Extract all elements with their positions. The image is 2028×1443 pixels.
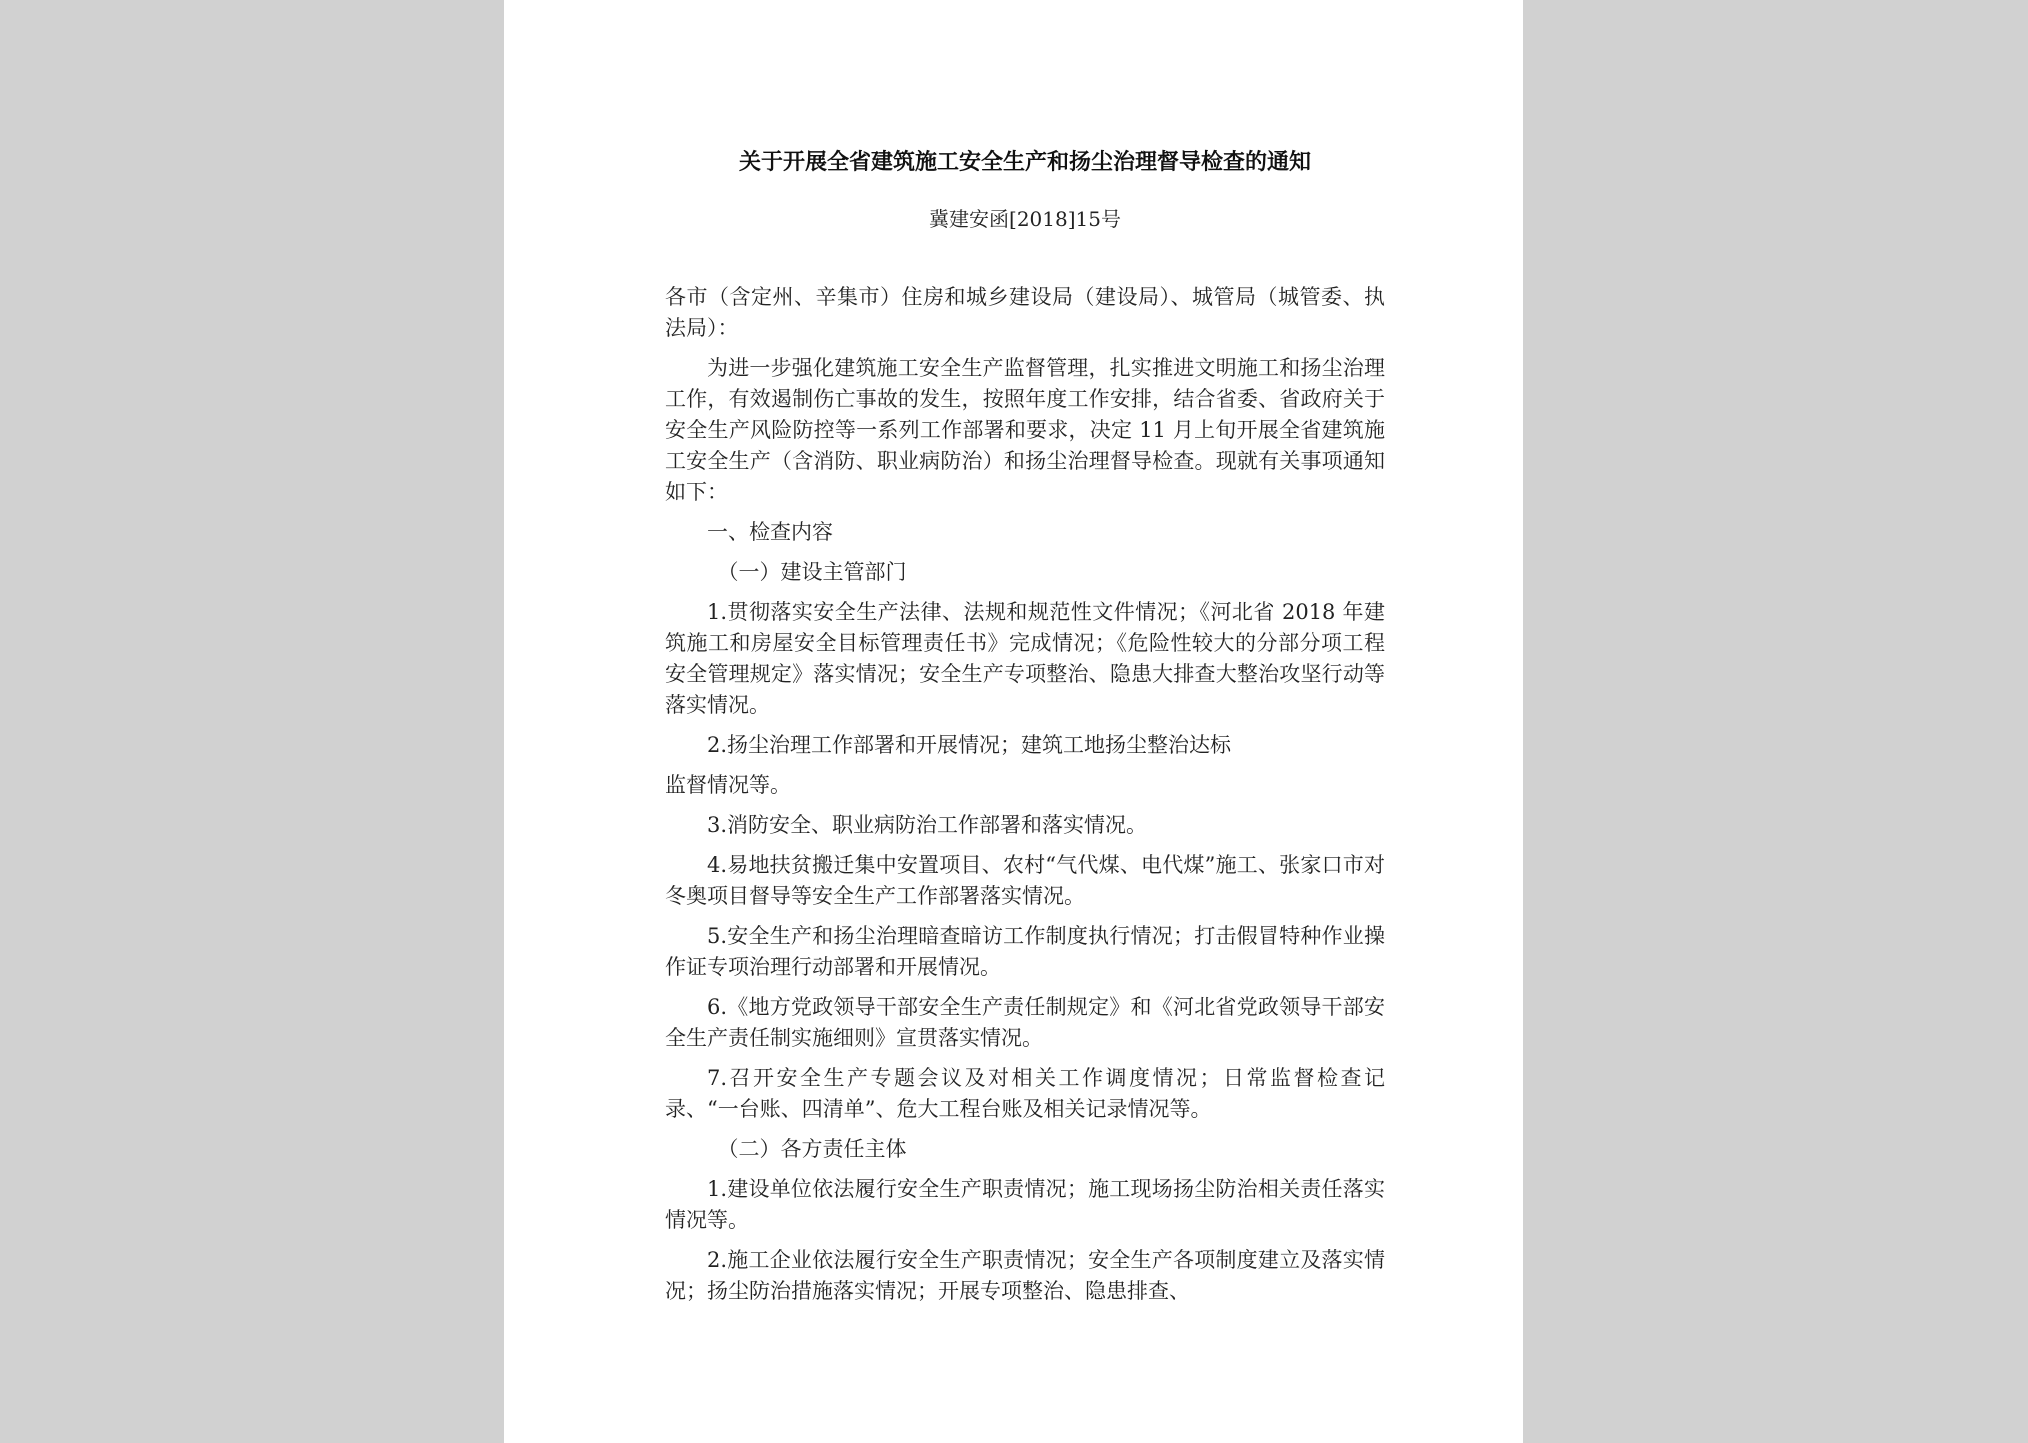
document-title: 关于开展全省建筑施工安全生产和扬尘治理督导检查的通知 [738,150,1311,175]
list-item: 5.安全生产和扬尘治理暗查暗访工作制度执行情况；打击假冒特种作业操作证专项治理行动部署和开展情况。 [665,924,1385,979]
intro-paragraph: 为进一步强化建筑施工安全生产监督管理，扎实推进文明施工和扬尘治理工作，有效遏制伤亡事故的发生，按照年度工作安排，结合省委、省政府关于安全生产风险防控等一系列工作部署和要求，决定 11 月上旬开展全省建筑施工安全生产（含消防、职业病防治）和扬尘治理督导检查。现就有关事项通知如下： [665,356,1385,504]
subsection-heading-2: （二）各方责任主体 [717,1137,907,1161]
document-number: 冀建安函[2018]15号 [929,207,1121,231]
subsection-heading-1: （一）建设主管部门 [717,560,907,584]
list-item-continuation: 监督情况等。 [665,773,791,797]
list-item: 4.易地扶贫搬迁集中安置项目、农村“气代煤、电代煤”施工、张家口市对冬奥项目督导等安全生产工作部署落实情况。 [665,853,1385,908]
list-item: 1.贯彻落实安全生产法律、法规和规范性文件情况；《河北省 2018 年建筑施工和房屋安全目标管理责任书》完成情况；《危险性较大的分部分项工程安全管理规定》落实情况；安全生产专项整治、隐患大排查大整治攻坚行动等落实情况。 [665,600,1385,717]
list-item: 1.建设单位依法履行安全生产职责情况；施工现场扬尘防治相关责任落实情况等。 [665,1177,1385,1232]
section-heading-1: 一、检查内容 [707,520,833,544]
document-page [504,0,1523,1443]
list-item: 6.《地方党政领导干部安全生产责任制规定》和《河北省党政领导干部安全生产责任制实施细则》宣贯落实情况。 [665,995,1385,1050]
list-item: 2.扬尘治理工作部署和开展情况；建筑工地扬尘整治达标 [707,733,1232,757]
addressee: 各市（含定州、辛集市）住房和城乡建设局（建设局）、城管局（城管委、执法局）： [665,285,1385,340]
list-item: 7.召开安全生产专题会议及对相关工作调度情况；日常监督检查记录、“一台账、四清单”、危大工程台账及相关记录情况等。 [665,1066,1385,1121]
document-body [665,282,1385,1316]
list-item: 2.施工企业依法履行安全生产职责情况；安全生产各项制度建立及落实情况；扬尘防治措施落实情况；开展专项整治、隐患排查、 [665,1248,1385,1303]
list-item: 3.消防安全、职业病防治工作部署和落实情况。 [707,813,1148,837]
